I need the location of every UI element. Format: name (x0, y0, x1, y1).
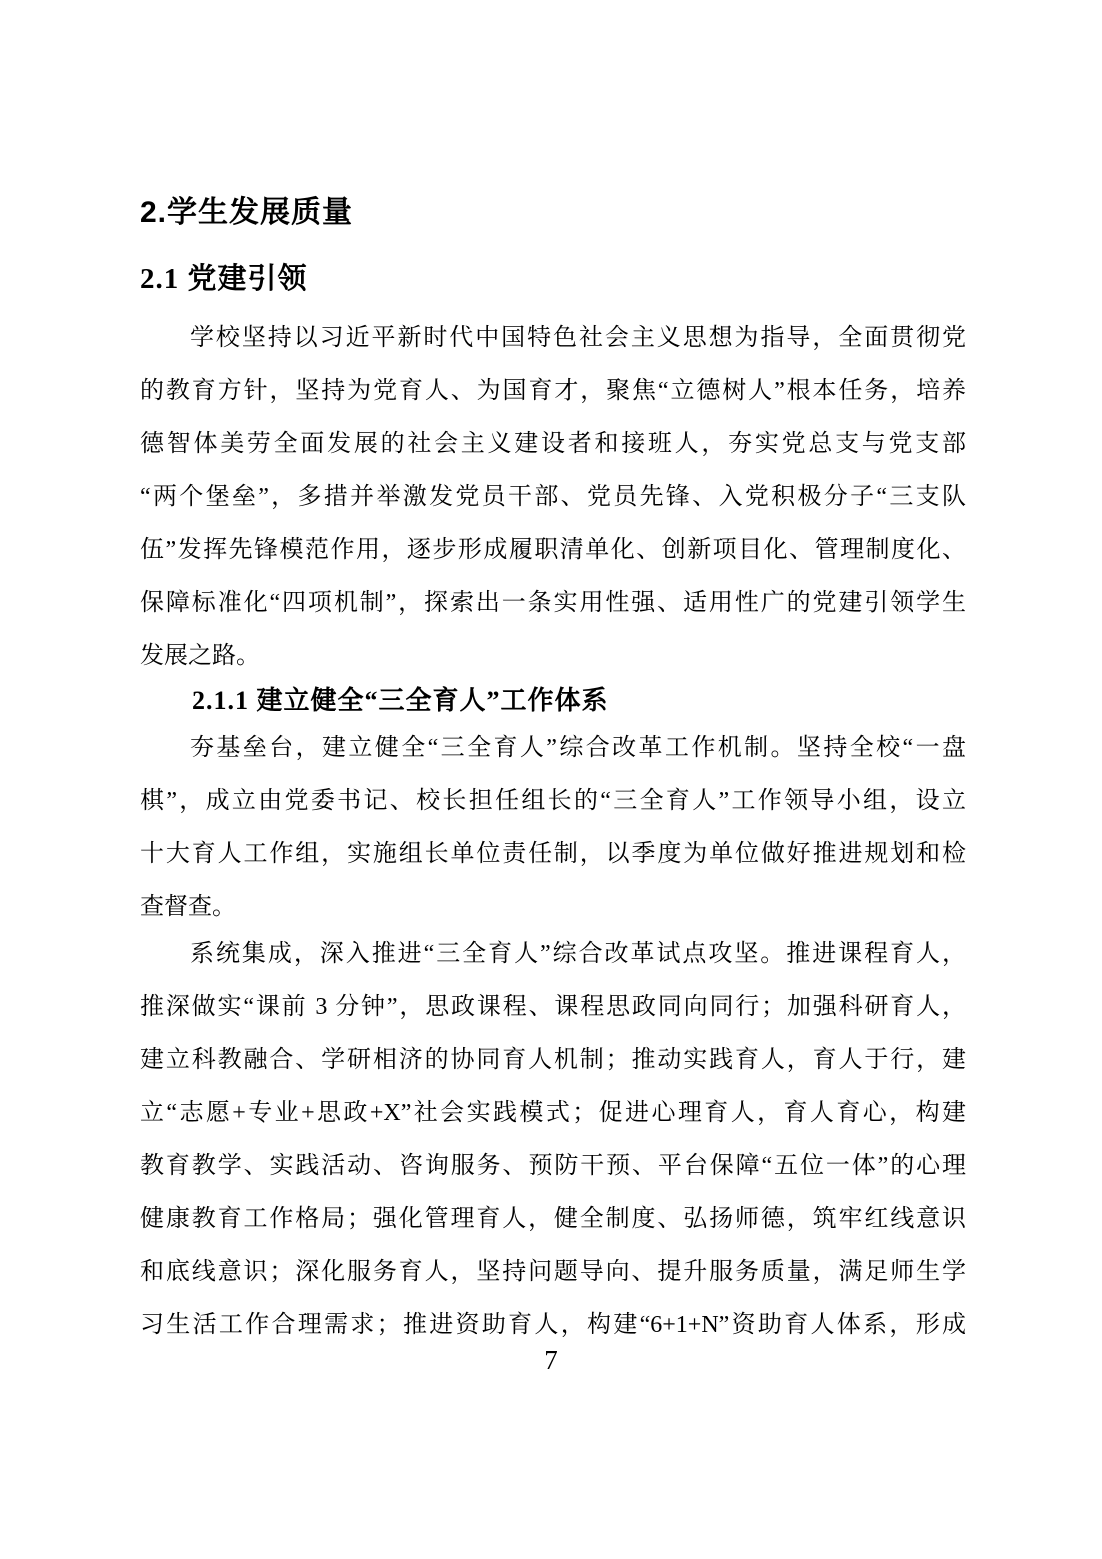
subsubsection-heading: 2.1.1 建立健全“三全育人”工作体系 (192, 686, 609, 715)
text-line: 德智体美劳全面发展的社会主义建设者和接班人，夯实党总支与党支部 (140, 431, 966, 457)
text-line: 推深做实“课前 3 分钟”，思政课程、课程思政同向同行；加强科研育人， (140, 994, 966, 1020)
text-line: 伍”发挥先锋模范作用，逐步形成履职清单化、创新项目化、管理制度化、 (140, 537, 966, 563)
text-line: 发展之路。 (140, 643, 260, 669)
text-line: 学校坚持以习近平新时代中国特色社会主义思想为指导，全面贯彻党 (190, 325, 966, 351)
text-line: 习生活工作合理需求；推进资助育人，构建“6+1+N”资助育人体系，形成 (140, 1312, 966, 1338)
text-line: 棋”，成立由党委书记、校长担任组长的“三全育人”工作领导小组，设立 (140, 788, 966, 814)
text-line: 和底线意识；深化服务育人，坚持问题导向、提升服务质量，满足师生学 (140, 1259, 966, 1285)
text-line: 教育教学、实践活动、咨询服务、预防干预、平台保障“五位一体”的心理 (140, 1153, 966, 1179)
text-line: 夯基垒台，建立健全“三全育人”综合改革工作机制。坚持全校“一盘 (190, 735, 966, 761)
text-line: 建立科教融合、学研相济的协同育人机制；推动实践育人，育人于行，建 (140, 1047, 966, 1073)
subsection-heading: 2.1 党建引领 (140, 263, 308, 295)
text-line: 查督查。 (140, 894, 236, 920)
paragraph-party-building-overview (140, 312, 966, 683)
text-line: 的教育方针，坚持为党育人、为国育才，聚焦“立德树人”根本任务，培养 (140, 378, 966, 404)
text-line: 系统集成，深入推进“三全育人”综合改革试点攻坚。推进课程育人， (190, 941, 966, 967)
text-line: 十大育人工作组，实施组长单位责任制，以季度为单位做好推进规划和检 (140, 841, 966, 867)
text-line: “两个堡垒”，多措并举激发党员干部、党员先锋、入党积极分子“三支队 (140, 484, 966, 510)
section-heading: 2.学生发展质量 (140, 196, 354, 229)
paragraph-system-integration (140, 928, 966, 1352)
text-line: 立“志愿+专业+思政+X”社会实践模式；促进心理育人，育人育心，构建 (140, 1100, 966, 1126)
text-line: 保障标准化“四项机制”，探索出一条实用性强、适用性广的党建引领学生 (140, 590, 966, 616)
page-number: 7 (544, 1345, 558, 1375)
paragraph-three-all-education-mechanism (140, 722, 966, 934)
text-line: 健康教育工作格局；强化管理育人，健全制度、弘扬师德，筑牢红线意识 (140, 1206, 966, 1232)
